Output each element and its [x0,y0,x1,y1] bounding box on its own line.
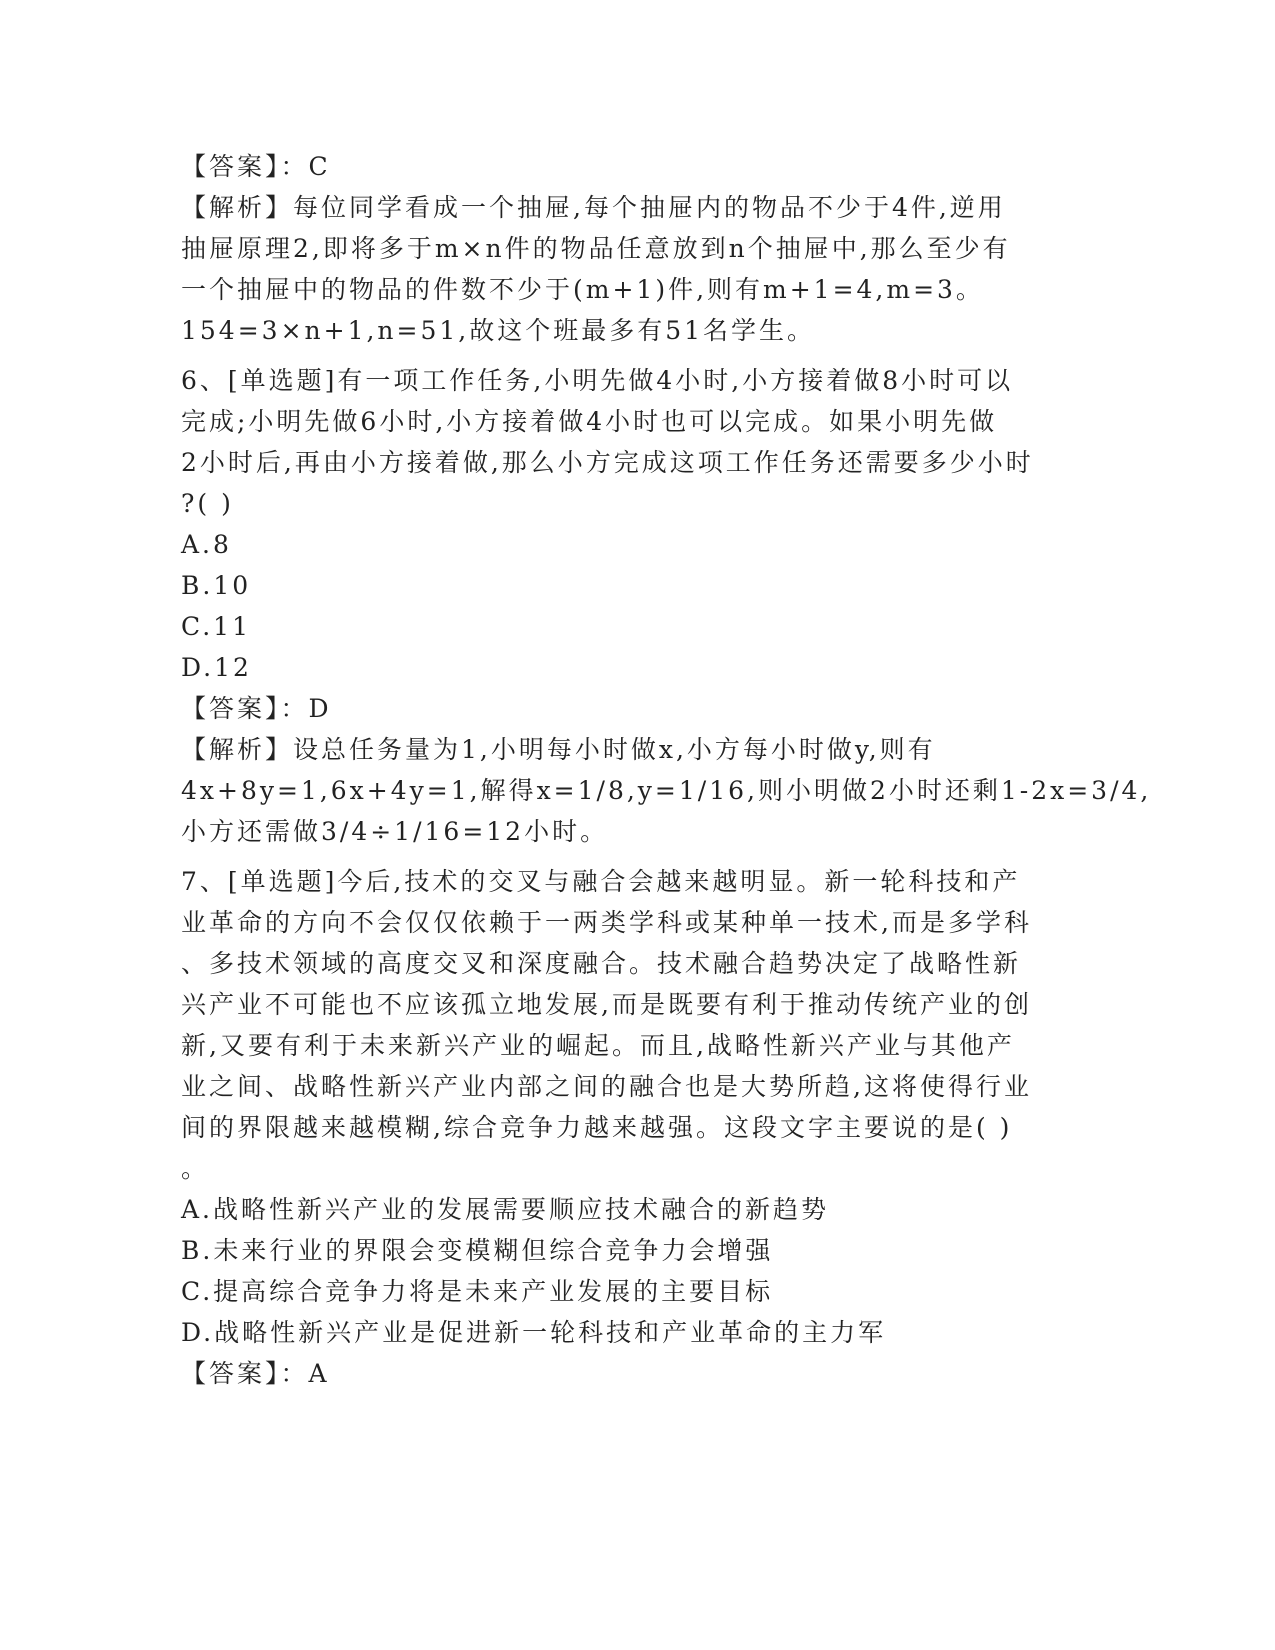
q7-stem-line: 业之间、战略性新兴产业内部之间的融合也是大势所趋,这将使得行业 [181,1072,1032,1101]
q7-option-b: B.未来行业的界限会变模糊但综合竞争力会增强 [181,1236,774,1265]
q6-option-a: A.8 [181,530,232,559]
q6-stem-line: 完成;小明先做6小时,小方接着做4小时也可以完成。如果小明先做 [181,407,998,436]
q6-analysis-line: 【解析】设总任务量为1,小明每小时做x,小方每小时做y,则有 [181,735,936,764]
q5-answer: 【答案】：C [181,152,331,181]
spacer [181,852,1081,861]
q7-stem-line: 业革命的方向不会仅仅依赖于一两类学科或某种单一技术,而是多学科 [181,908,1032,937]
q7-stem-line: 间的界限越来越模糊,综合竞争力越来越强。这段文字主要说的是( ) [181,1113,1013,1142]
q7-stem-line: 、多技术领域的高度交叉和深度融合。技术融合趋势决定了战略性新 [181,949,1022,978]
q7-stem-line: 。 [181,1154,210,1183]
q6-analysis-line: 小方还需做3/4÷1/16=12小时。 [181,817,609,846]
q5-analysis-line: 154=3×n+1,n=51,故这个班最多有51名学生。 [181,316,816,345]
q6-option-c: C.11 [181,612,251,641]
q6-stem-line: ?( ) [181,489,234,518]
q6-stem-line: 6、[单选题]有一项工作任务,小明先做4小时,小方接着做8小时可以 [181,366,1014,395]
document-page [181,146,1152,1394]
q6-stem-line: 2小时后,再由小方接着做,那么小方完成这项工作任务还需要多少小时 [181,448,1034,477]
q7-answer: 【答案】：A [181,1359,330,1388]
q6-answer: 【答案】：D [181,694,332,723]
q6-analysis-line: 4x+8y=1,6x+4y=1,解得x=1/8,y=1/16,则小明做2小时还剩1-2x=3/4, [181,776,1152,805]
q6-option-b: B.10 [181,571,252,600]
spacer [181,351,1081,360]
q5-analysis-line: 抽屉原理2,即将多于m×n件的物品任意放到n个抽屉中,那么至少有 [181,234,1011,263]
q7-option-c: C.提高综合竞争力将是未来产业发展的主要目标 [181,1277,774,1306]
q7-stem-line: 7、[单选题]今后,技术的交叉与融合会越来越明显。新一轮科技和产 [181,867,1021,896]
q7-option-d: D.战略性新兴产业是促进新一轮科技和产业革命的主力军 [181,1318,887,1347]
q5-analysis-line: 【解析】每位同学看成一个抽屉,每个抽屉内的物品不少于4件,逆用 [181,193,1006,222]
q6-option-d: D.12 [181,653,252,682]
q5-analysis-line: 一个抽屉中的物品的件数不少于(m+1)件,则有m+1=4,m=3。 [181,275,984,304]
q7-stem-line: 新,又要有利于未来新兴产业的崛起。而且,战略性新兴产业与其他产 [181,1031,1015,1060]
q7-stem-line: 兴产业不可能也不应该孤立地发展,而是既要有利于推动传统产业的创 [181,990,1032,1019]
q7-option-a: A.战略性新兴产业的发展需要顺应技术融合的新趋势 [181,1195,830,1224]
